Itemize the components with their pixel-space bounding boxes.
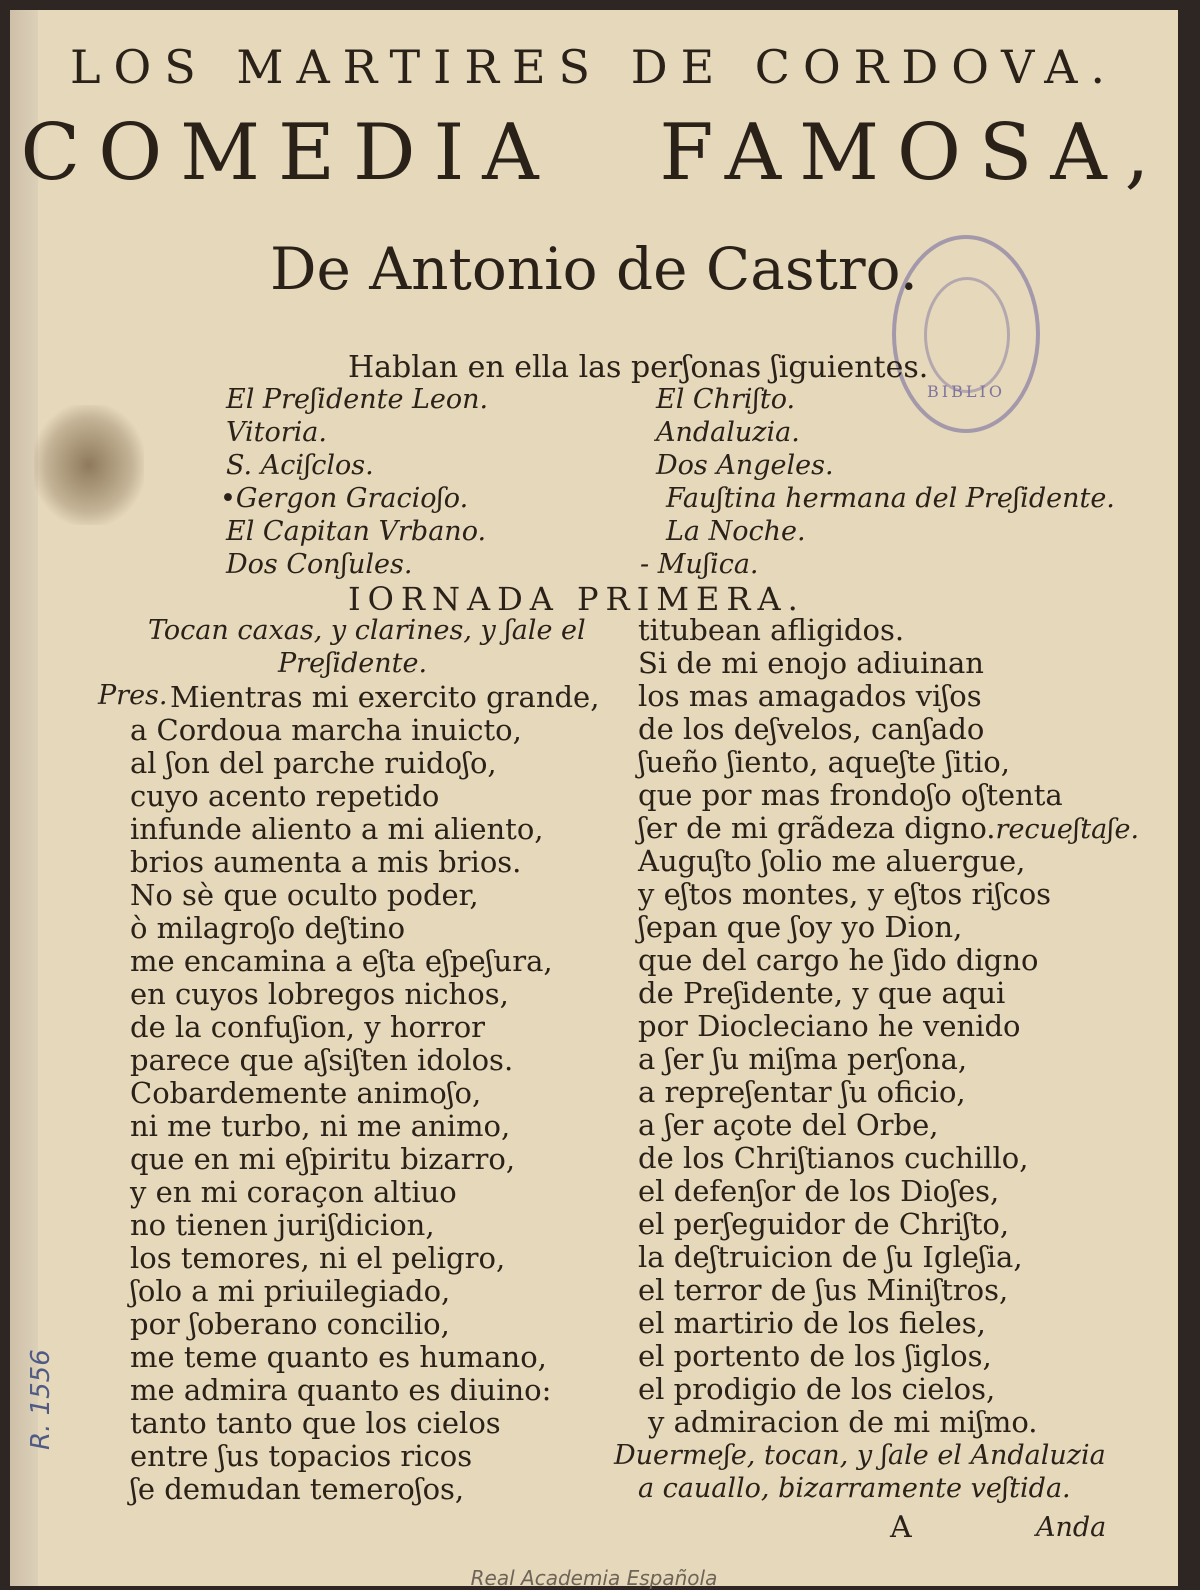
cast-item: S. Aciʃclos. bbox=[226, 450, 374, 481]
verse-line: brios aumenta a mis brios. bbox=[130, 845, 522, 879]
stage-direction: Preʃidente. bbox=[278, 648, 428, 679]
verse-line: el perʃeguidor de Chriʃto, bbox=[638, 1207, 1010, 1241]
verse-line: entre ʃus topacios ricos bbox=[130, 1439, 473, 1473]
verse-line: a ʃer ʃu miʃma perʃona, bbox=[638, 1042, 968, 1076]
verse-line: infunde aliento a mi aliento, bbox=[130, 812, 544, 846]
verse-line: ʃe demudan temeroʃos, bbox=[130, 1472, 465, 1506]
verse-line: a Cordoua marcha inuicto, bbox=[130, 713, 522, 747]
verse-line: parece que aʃsiʃten idolos. bbox=[130, 1043, 514, 1077]
cast-item: El Chriʃto. bbox=[656, 384, 796, 415]
library-stamp bbox=[892, 235, 1040, 433]
verse-line: me encamina a eʃta eʃpeʃura, bbox=[130, 944, 553, 978]
verse-line: Mientras mi exercito grande, bbox=[170, 680, 600, 714]
verse-line: No sè que oculto poder, bbox=[130, 878, 479, 912]
verse-line: ò milagroʃo deʃtino bbox=[130, 911, 406, 945]
cast-item: •Gergon Gracioʃo. bbox=[220, 483, 469, 514]
verse-line: por ʃoberano concilio, bbox=[130, 1307, 450, 1341]
verse-line: de la confuʃion, y horror bbox=[130, 1010, 486, 1044]
verse-line: ni me turbo, ni me animo, bbox=[130, 1109, 511, 1143]
verse-line: no tienen juriʃdicion, bbox=[130, 1208, 435, 1242]
cast-item: El Preʃidente Leon. bbox=[226, 384, 489, 415]
verse-line: Si de mi enojo adiuinan bbox=[638, 646, 984, 680]
verse-line: en cuyos lobregos nichos, bbox=[130, 977, 509, 1011]
verse-line: el martirio de los fieles, bbox=[638, 1306, 986, 1340]
running-title: LOS MARTIRES DE CORDOVA. bbox=[69, 40, 1119, 94]
verse-line: de Preʃidente, y que aqui bbox=[638, 976, 1006, 1010]
verse-line: y en mi coraçon altiuo bbox=[130, 1175, 457, 1209]
verse-line: los temores, ni el peligro, bbox=[130, 1241, 506, 1275]
verse-text: ʃer de mi grãdeza digno. bbox=[638, 811, 996, 845]
verse-line: de los Chriʃtianos cuchillo, bbox=[638, 1141, 1029, 1175]
ink-stain bbox=[34, 405, 144, 525]
catchword: Anda bbox=[1036, 1512, 1107, 1543]
verse-line: los mas amagados viʃos bbox=[638, 679, 982, 713]
cast-item: La Noche. bbox=[666, 516, 806, 547]
verse-line: Auguʃto ʃolio me aluergue, bbox=[638, 844, 1026, 878]
verse-line: el defenʃor de los Dioʃes, bbox=[638, 1174, 1000, 1208]
verse-line: el portento de los ʃiglos, bbox=[638, 1339, 992, 1373]
shelfmark-annotation: R. 1556 bbox=[26, 1349, 56, 1450]
stage-direction: a cauallo, bizarramente veʃtida. bbox=[638, 1473, 1071, 1504]
verse-line: tanto tanto que los cielos bbox=[130, 1406, 501, 1440]
author-line: De Antonio de Castro. bbox=[270, 235, 918, 303]
verse-line: el prodigio de los cielos, bbox=[638, 1372, 996, 1406]
genre-title: COMEDIA FAMOSA, bbox=[20, 108, 1168, 198]
verse-line: ʃolo a mi priuilegiado, bbox=[130, 1274, 451, 1308]
speaker-label: Pres. bbox=[98, 680, 168, 711]
verse-line: ʃueño ʃiento, aqueʃte ʃitio, bbox=[638, 745, 1010, 779]
verse-line: ʃepan que ʃoy yo Dion, bbox=[638, 910, 963, 944]
verse-line: la deʃtruicion de ʃu Igleʃia, bbox=[638, 1240, 1023, 1274]
cast-item: El Capitan Vrbano. bbox=[226, 516, 487, 547]
verse-line: el terror de ʃus Miniʃtros, bbox=[638, 1273, 1009, 1307]
cast-item: - Muʃica. bbox=[640, 549, 759, 580]
verse-line: a ʃer açote del Orbe, bbox=[638, 1108, 939, 1142]
verse-line: y admiracion de mi miʃmo. bbox=[648, 1405, 1038, 1439]
cast-item: Dos Conʃules. bbox=[226, 549, 413, 580]
verse-line: me teme quanto es humano, bbox=[130, 1340, 547, 1374]
personas-heading: Hablan en ella las perʃonas ʃiguientes. bbox=[348, 350, 929, 385]
verse-line: de los deʃvelos, canʃado bbox=[638, 712, 985, 746]
cast-item: Dos Angeles. bbox=[656, 450, 834, 481]
verse-line: y eʃtos montes, y eʃtos riʃcos bbox=[638, 877, 1052, 911]
verse-line: al ʃon del parche ruidoʃo, bbox=[130, 746, 497, 780]
verse-line: a repreʃentar ʃu oficio, bbox=[638, 1075, 966, 1109]
library-footer: Real Academia Española bbox=[470, 1566, 718, 1590]
verse-line: que en mi eʃpiritu bizarro, bbox=[130, 1142, 516, 1176]
verse-line: titubean afligidos. bbox=[638, 613, 905, 647]
verse-line: Cobardemente animoʃo, bbox=[130, 1076, 482, 1110]
verse-line: por Diocleciano he venido bbox=[638, 1009, 1021, 1043]
cast-item: Andaluzia. bbox=[656, 417, 800, 448]
cast-item: Fauʃtina hermana del Preʃidente. bbox=[666, 483, 1115, 514]
verse-line: me admira quanto es diuino: bbox=[130, 1373, 552, 1407]
verse-line: que del cargo he ʃido digno bbox=[638, 943, 1039, 977]
cast-item: Vitoria. bbox=[226, 417, 327, 448]
stamp-text: BIBLIO bbox=[927, 382, 1005, 401]
stage-direction: Duermeʃe, tocan, y ʃale el Andaluzia bbox=[614, 1440, 1106, 1471]
inline-stage-direction: recueʃtaʃe. bbox=[995, 814, 1140, 845]
book-page bbox=[10, 10, 1178, 1590]
stage-direction: Tocan caxas, y clarines, y ʃale el bbox=[148, 615, 586, 646]
signature-mark: A bbox=[890, 1510, 912, 1545]
verse-line: que por mas frondoʃo oʃtenta bbox=[638, 778, 1063, 812]
act-heading: IORNADA PRIMERA. bbox=[348, 580, 805, 618]
verse-line: cuyo acento repetido bbox=[130, 779, 440, 813]
verse-line bbox=[638, 811, 1139, 845]
